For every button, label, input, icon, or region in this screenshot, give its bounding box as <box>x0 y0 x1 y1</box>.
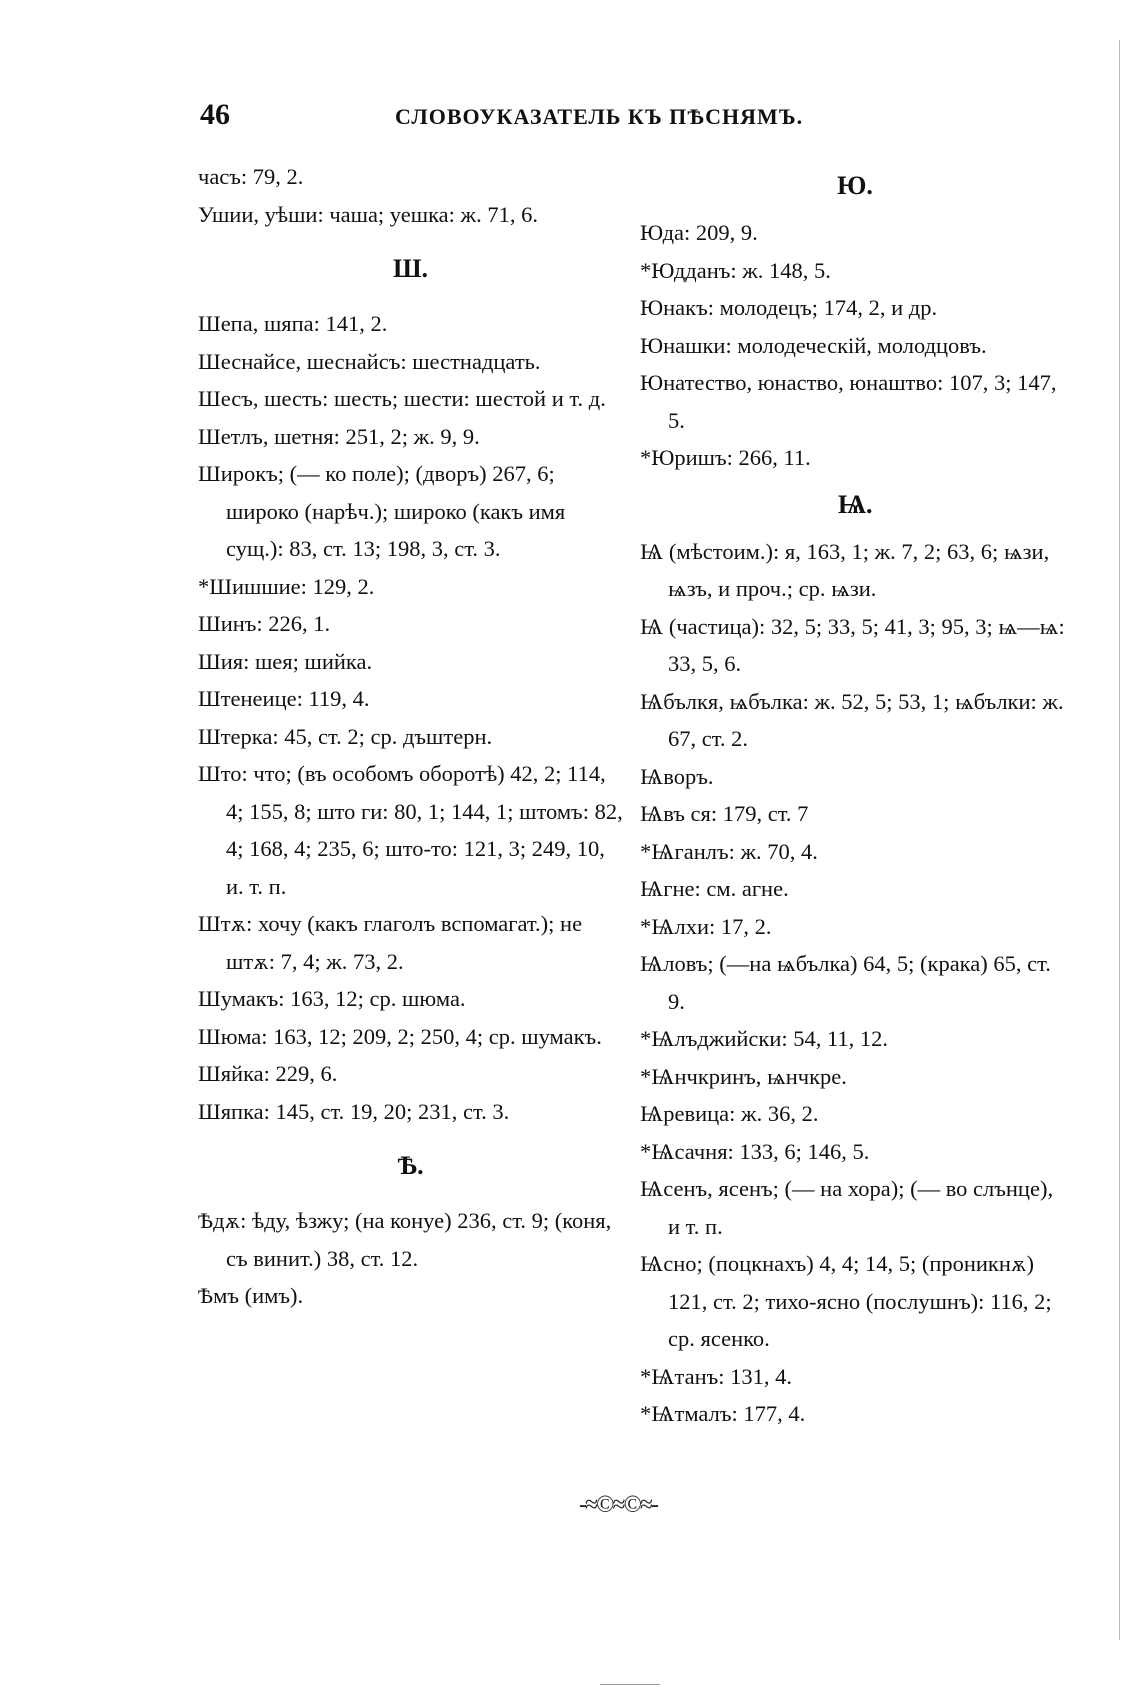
list-item: Ѩ (мѣстоим.): я, 163, 1; ж. 7, 2; 63, 6; ѩзи, ѩзъ, и проч.; ср. ѩзи. <box>640 538 1050 601</box>
list-item: Ѣдѫ: ѣду, ѣзжу; (на конуе) 236, ст. 9; (коня, съ винит.) 38, ст. 12. <box>198 1208 612 1271</box>
right-column <box>640 158 1070 1433</box>
list-item: Шия: шея; шийка. <box>198 648 373 674</box>
list-item: Ѩсно; (поцкнахъ) 4, 4; 14, 5; (проникнѫ) 121, ст. 2; тихо-ясно (послушнъ): 116, 2; ср. ясенко. <box>640 1251 1052 1351</box>
list-item: *Ѩлхи: 17, 2. <box>640 913 772 939</box>
running-title: СЛОВОУКАЗАТЕЛЬ КЪ ПѢСНЯМЪ. <box>395 104 804 129</box>
list-item: Штерка: 45, ст. 2; ср. дъштерн. <box>198 723 493 749</box>
list-item: *Ѩнчкринъ, ѩнчкре. <box>640 1063 847 1089</box>
list-item: Ѩсенъ, ясенъ; (— на хора); (— во слънце), и т. п. <box>640 1176 1054 1239</box>
section-letter-ya: Ѩ. <box>837 489 873 519</box>
footer-line <box>600 1684 660 1685</box>
list-item: *Ѩтанъ: 131, 4. <box>640 1363 793 1389</box>
list-item: Што: что; (въ особомъ оборотѣ) 42, 2; 114, 4; 155, 8; што ги: 80, 1; 144, 1; штомъ: 82, 4; 168, 4; 235, 6; што-то: 121, 3; 249, 10, и. т. п. <box>198 761 623 899</box>
intro-entry-2: Ушии, уѣши: чаша; уешка: ж. 71, 6. <box>198 201 538 227</box>
intro-entry-1: часъ: 79, 2. <box>198 164 304 189</box>
list-item: Юнатество, юнаство, юнаштво: 107, 3; 147, 5. <box>640 370 1057 433</box>
list-item: Штенеицe: 119, 4. <box>198 686 370 711</box>
list-item: Широкъ; (— ко поле); (дворъ) 267, 6; широко (нарѣч.); широко (какъ имя сущ.): 83, ст. 13; 198, 3, ст. 3. <box>198 461 566 561</box>
list-item: Ѩбълкя, ѩбълка: ж. 52, 5; 53, 1; ѩбълки: ж. 67, ст. 2. <box>640 688 1064 751</box>
list-item: *Юдданъ: ж. 148, 5. <box>640 257 831 283</box>
list-item: Юнакъ: молодецъ; 174, 2, и др. <box>640 295 938 320</box>
list-item: Шумакъ: 163, 12; ср. шюма. <box>198 986 466 1011</box>
list-item: Шинъ: 226, 1. <box>198 611 331 636</box>
list-item: Штѫ: хочу (какъ глаголъ вспомагат.); не штѫ: 7, 4; ж. 73, 2. <box>198 911 583 974</box>
list-item: *Ѩсачня: 133, 6; 146, 5. <box>640 1138 870 1164</box>
list-item: Ѩвъ ся: 179, ст. 7 <box>640 801 809 826</box>
page-number: 46 <box>200 98 230 131</box>
list-item: Ѩловъ; (—на ѩбълка) 64, 5; (крака) 65, ст. 9. <box>640 951 1051 1014</box>
list-item: *Шишшие: 129, 2. <box>198 573 375 599</box>
list-item: *Юришъ: 266, 11. <box>640 445 811 470</box>
list-item: Юнашки: молодеческій, молодцовъ. <box>640 332 987 358</box>
list-item: *Ѩлъджийски: 54, 11, 12. <box>640 1026 889 1051</box>
list-item: Ѩ (частица): 32, 5; 33, 5; 41, 3; 95, 3; ѩ—ѩ: 33, 5, 6. <box>640 613 1065 676</box>
list-item: Шепа, шяпа: 141, 2. <box>198 311 388 336</box>
list-item: Ѣмъ (имъ). <box>198 1283 304 1308</box>
list-item: Шюма: 163, 12; 209, 2; 250, 4; ср. шумакъ. <box>198 1023 602 1049</box>
left-column <box>198 158 623 1315</box>
list-item: Шетлъ, шетня: 251, 2; ж. 9, 9. <box>198 423 480 449</box>
list-item: Ѩворъ. <box>640 763 714 789</box>
list-item: Шяпка: 145, ст. 19, 20; 231, ст. 3. <box>198 1098 510 1124</box>
list-item: Юда: 209, 9. <box>640 220 758 245</box>
list-item: *Ѩганлъ: ж. 70, 4. <box>640 838 818 864</box>
list-item: *Ѩтмалъ: 177, 4. <box>640 1401 806 1426</box>
footer-scan-marks <box>600 1676 1080 1690</box>
page-header <box>200 98 1080 138</box>
section-yat-entries <box>198 1202 623 1315</box>
section-ya-entries <box>640 533 1070 1433</box>
list-item: Ѩревица: ж. 36, 2. <box>640 1101 819 1126</box>
end-ornament: -≈©≈©≈- <box>579 1492 657 1518</box>
section-letter-sh: Ш. <box>392 254 429 283</box>
section-sh-entries <box>198 305 623 1130</box>
list-item: Ѩгне: см. агне. <box>640 876 789 901</box>
page-edge-rule <box>1119 40 1120 1640</box>
list-item: Шеснайсе, шеснайсъ: шестнадцать. <box>198 348 541 374</box>
section-letter-yu: Ю. <box>837 171 873 200</box>
list-item: Шяйка: 229, 6. <box>198 1061 338 1086</box>
section-yu-entries <box>640 214 1070 477</box>
list-item: Шесъ, шесть: шесть; шести: шестой и т. д. <box>198 386 606 411</box>
section-letter-yat: Ѣ. <box>397 1151 424 1180</box>
